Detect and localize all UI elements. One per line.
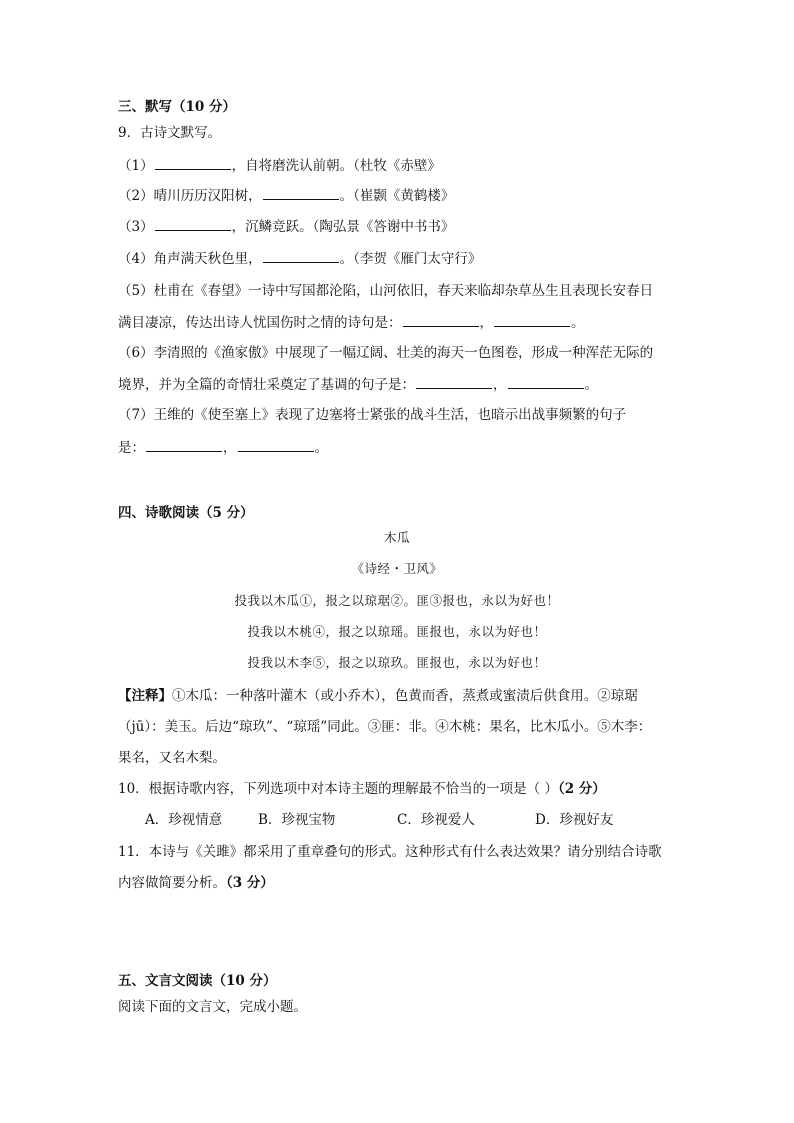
option-d[interactable]: D．珍视好友: [535, 812, 614, 828]
section4-heading: 四、诗歌阅读（5 分）: [118, 505, 254, 521]
question-text: 内容做简要分析。: [118, 875, 226, 891]
item-text: 满目凄凉，传达出诗人忧国伤时之情的诗句是：: [118, 315, 402, 331]
poem-line-2: 投我以木桃④，报之以琼瑶。匪报也，永以为好也！: [247, 624, 547, 639]
poem-line-3: 投我以木李⑤，报之以琼玖。匪报也，永以为好也！: [247, 655, 547, 670]
dictation-item-6-line2: [118, 375, 598, 394]
answer-blank[interactable]: [416, 375, 492, 389]
item-text: （3）: [118, 219, 154, 235]
note-line-1: [118, 687, 638, 705]
note-line-3: 果名，又名木梨。: [118, 750, 226, 766]
poem-title: 木瓜: [383, 530, 410, 545]
item-text: 。（崔颢《黄鹤楼》: [339, 188, 455, 204]
note-label: 【注释】: [118, 688, 172, 704]
section3-heading: 三、默写（10 分）: [118, 99, 236, 115]
poem-source: 《诗经・卫风》: [351, 561, 443, 576]
item-text: ，沉鳞竞跃。（陶弘景《答谢中书书》: [231, 219, 455, 235]
dictation-item-6-line1: （6）李清照的《渔家傲》中展现了一幅辽阔、壮美的海天一色图卷，形成一种浑茫无际的: [118, 345, 654, 361]
punctuation: ，: [223, 440, 237, 456]
item-text: 境界，并为全篇的奇情壮采奠定了基调的句子是：: [118, 377, 415, 393]
item-text: （2）晴川历历汉阳树，: [118, 188, 262, 204]
answer-blank[interactable]: [155, 217, 231, 231]
q10-prompt: [118, 780, 606, 798]
answer-blank[interactable]: [238, 438, 314, 452]
q11-line-1: 11．本诗与《关雎》都采用了重章叠句的形式。这种形式有什么表达效果？请分别结合诗歌: [118, 844, 662, 860]
item-text: （4）角声满天秋色里，: [118, 251, 262, 267]
dictation-item-7-line2: [118, 438, 328, 457]
score: （3 分）: [226, 875, 274, 891]
answer-blank[interactable]: [403, 313, 479, 327]
punctuation: 。: [584, 377, 598, 393]
punctuation: ，: [479, 315, 493, 331]
item-text: 。（李贺《雁门太守行》: [339, 251, 482, 267]
dictation-item-2: [118, 186, 454, 205]
dictation-item-1: [118, 156, 441, 175]
answer-blank[interactable]: [146, 438, 222, 452]
section5-instruction: 阅读下面的文言文，完成小题。: [118, 999, 307, 1015]
punctuation: ，: [493, 377, 507, 393]
dictation-item-3: [118, 217, 454, 236]
dictation-item-5-line1: （5）杜甫在《春望》一诗中写国都沦陷，山河依旧，春天来临却杂草丛生且表现长安春日: [118, 283, 654, 299]
item-text: ，自将磨洗认前朝。（杜牧《赤壁》: [231, 158, 441, 174]
dictation-item-7-line1: （7）王维的《使至塞上》表现了边塞将士紧张的战斗生活，也暗示出战事频繁的句子: [118, 407, 627, 423]
section5-heading: 五、文言文阅读（10 分）: [118, 973, 277, 989]
note-line-2: （jū）：美玉。后边“琼玖”、“琼瑶”同此。③匪：非。④木桃：果名，比木瓜小。⑤木李：: [118, 719, 652, 735]
q9-prompt: 9．古诗文默写。: [118, 125, 222, 141]
option-b[interactable]: B．珍视宝物: [258, 812, 336, 828]
dictation-item-4: [118, 249, 481, 268]
option-a[interactable]: A．珍视情意: [145, 812, 223, 828]
answer-blank[interactable]: [508, 375, 584, 389]
option-c[interactable]: C．珍视爱人: [397, 812, 475, 828]
score: （2 分）: [557, 781, 606, 797]
answer-blank[interactable]: [494, 313, 570, 327]
item-text: （1）: [118, 158, 154, 174]
note-text: ①木瓜：一种落叶灌木（或小乔木），色黄而香，蒸煮或蜜渍后供食用。②琼琚: [172, 688, 638, 704]
dictation-item-5-line2: [118, 313, 585, 332]
q11-line-2: [118, 874, 274, 892]
answer-blank[interactable]: [263, 186, 339, 200]
item-text: 是：: [118, 440, 145, 456]
poem-line-1: 投我以木瓜①，报之以琼琚②。匪③报也，永以为好也！: [234, 593, 560, 608]
punctuation: 。: [314, 440, 328, 456]
answer-blank[interactable]: [263, 249, 339, 263]
answer-blank[interactable]: [155, 156, 231, 170]
question-text: 10．根据诗歌内容，下列选项中对本诗主题的理解最不恰当的一项是（ ）: [118, 781, 558, 797]
punctuation: 。: [571, 315, 585, 331]
